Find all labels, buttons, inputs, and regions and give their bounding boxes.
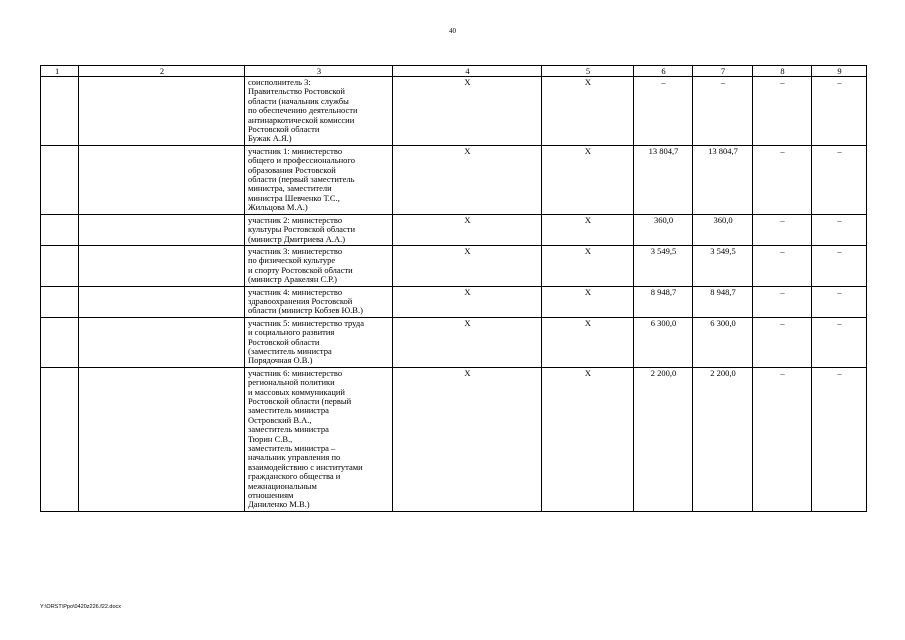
cell-col-1 [41, 145, 79, 214]
cell-value: Х [464, 77, 471, 87]
cell-col-7 [693, 286, 753, 317]
header-col-8: 8 [753, 66, 812, 77]
cell-value: 13 804,7 [648, 145, 679, 156]
header-col-7: 7 [693, 66, 753, 77]
cell-col-8 [753, 367, 812, 511]
cell-value: 6 300,0 [710, 317, 736, 328]
executor-text: соисполнитель 3: Правительство Ростовской области (начальник службы по обеспечению деятельности антинаркотической комиссии Ростовской области Бужак А.Я.) [248, 77, 358, 144]
cell-value: Х [464, 317, 471, 328]
cell-col-6 [634, 145, 693, 214]
file-path-footer: Y:\ORST\Ppo\0420z226.f22.docx [40, 604, 122, 610]
cell-col-6 [634, 317, 693, 367]
cell-col-9 [812, 214, 867, 245]
cell-col-9 [812, 317, 867, 367]
header-col-6: 6 [634, 66, 693, 77]
cell-value: – [837, 214, 842, 225]
cell-col-2 [79, 77, 245, 146]
cell-value: 13 804,7 [708, 145, 738, 156]
cell-value: – [780, 214, 785, 225]
cell-col-9 [812, 286, 867, 317]
cell-col-1 [41, 367, 79, 511]
cell-col-8 [753, 214, 812, 245]
cell-value: – [780, 286, 785, 297]
cell-col-2 [79, 145, 245, 214]
executor-text: участник 2: министерство культуры Ростовской области (министр Дмитриева А.А.) [248, 214, 355, 244]
header-col-9: 9 [812, 66, 867, 77]
cell-col-7 [693, 245, 753, 286]
executor-text: участник 3: министерство по физической культуре и спорту Ростовской области (министр Аракелян С.Р.) [248, 245, 353, 285]
cell-col-5 [542, 77, 634, 146]
cell-value: Х [584, 367, 592, 378]
executor-cell [245, 77, 393, 146]
cell-col-6 [634, 367, 693, 511]
cell-col-1 [41, 245, 79, 286]
cell-value: 360,0 [713, 214, 733, 225]
cell-value: – [780, 245, 785, 256]
cell-value: 2 200,0 [710, 367, 736, 378]
cell-col-8 [753, 317, 812, 367]
cell-col-4 [393, 317, 542, 367]
executor-cell [245, 317, 393, 367]
cell-value: – [780, 145, 785, 156]
cell-value: Х [584, 77, 592, 87]
cell-col-6 [634, 286, 693, 317]
cell-col-1 [41, 317, 79, 367]
cell-col-4 [393, 367, 542, 511]
table-row [41, 286, 867, 317]
cell-value: 3 549,5 [650, 245, 677, 256]
cell-col-1 [41, 214, 79, 245]
cell-col-4 [393, 77, 542, 146]
cell-value: – [837, 77, 842, 87]
cell-value: – [720, 77, 726, 87]
cell-value: – [780, 77, 785, 87]
cell-value: – [837, 286, 842, 297]
cell-col-6 [634, 245, 693, 286]
cell-value: 8 948,7 [650, 286, 677, 297]
program-table [40, 65, 867, 512]
executor-text: участник 4: министерство здравоохранения Ростовской области (министр Кобзев Ю.В.) [248, 286, 363, 316]
cell-col-7 [693, 145, 753, 214]
cell-value: – [837, 367, 842, 378]
executor-cell [245, 367, 393, 511]
table-row [41, 245, 867, 286]
table-row [41, 214, 867, 245]
cell-col-7 [693, 317, 753, 367]
cell-value: Х [464, 367, 471, 378]
table-row [41, 77, 867, 146]
table-row [41, 367, 867, 511]
cell-value: – [661, 77, 666, 87]
executor-text: участник 6: министерство региональной политики и массовых коммуникаций Ростовской области (первый заместитель министра Островский В.А., заместитель министра Тюрин С.В., заместитель министра – начальник управления по взаимодействию с институтами гражданского общества и межнациональным отношениям Даниленко М.В.) [248, 367, 363, 510]
cell-value: 2 200,0 [650, 367, 677, 378]
cell-col-8 [753, 286, 812, 317]
cell-value: – [780, 317, 785, 328]
header-col-1: 1 [41, 66, 79, 77]
cell-col-6 [634, 77, 693, 146]
header-col-5: 5 [542, 66, 634, 77]
cell-value: Х [464, 286, 471, 297]
cell-col-8 [753, 145, 812, 214]
cell-value: – [837, 245, 842, 256]
cell-col-9 [812, 245, 867, 286]
cell-col-6 [634, 214, 693, 245]
cell-value: Х [464, 214, 471, 225]
cell-col-9 [812, 367, 867, 511]
cell-col-1 [41, 77, 79, 146]
cell-col-4 [393, 286, 542, 317]
cell-col-8 [753, 245, 812, 286]
cell-col-7 [693, 367, 753, 511]
header-col-3: 3 [245, 66, 393, 77]
cell-value: Х [584, 214, 592, 225]
cell-value: 8 948,7 [710, 286, 736, 297]
cell-col-5 [542, 245, 634, 286]
cell-col-2 [79, 286, 245, 317]
cell-value: Х [464, 145, 471, 156]
cell-col-7 [693, 77, 753, 146]
header-col-2: 2 [79, 66, 245, 77]
cell-col-1 [41, 286, 79, 317]
cell-value: Х [584, 245, 592, 256]
header-row [41, 66, 867, 77]
cell-col-2 [79, 214, 245, 245]
cell-value: Х [584, 286, 592, 297]
table-row [41, 145, 867, 214]
executor-text: участник 1: министерство общего и профессионального образования Ростовской области (первый заместитель министра, заместители министра Шевченко Т.С., Жильцова М.А.) [248, 145, 355, 213]
cell-col-9 [812, 145, 867, 214]
executor-cell [245, 214, 393, 245]
executor-text: участник 5: министерство труда и социального развития Ростовской области (заместитель министра Порядочная О.В.) [248, 317, 364, 366]
cell-value: Х [464, 245, 471, 256]
executor-cell [245, 145, 393, 214]
cell-value: 3 549,5 [710, 245, 736, 256]
header-col-4: 4 [393, 66, 542, 77]
cell-col-5 [542, 286, 634, 317]
cell-col-4 [393, 245, 542, 286]
cell-col-5 [542, 214, 634, 245]
cell-col-5 [542, 367, 634, 511]
cell-value: 6 300,0 [650, 317, 677, 328]
cell-col-9 [812, 77, 867, 146]
cell-value: 360,0 [653, 214, 674, 225]
cell-value: Х [584, 145, 592, 156]
executor-cell [245, 245, 393, 286]
table-row [41, 317, 867, 367]
cell-col-2 [79, 367, 245, 511]
cell-value: Х [584, 317, 592, 328]
cell-col-4 [393, 214, 542, 245]
cell-col-8 [753, 77, 812, 146]
executor-cell [245, 286, 393, 317]
cell-col-5 [542, 145, 634, 214]
cell-value: – [837, 145, 842, 156]
cell-col-5 [542, 317, 634, 367]
cell-col-4 [393, 145, 542, 214]
page-number: 40 [449, 27, 456, 35]
cell-value: – [837, 317, 842, 328]
cell-col-2 [79, 245, 245, 286]
cell-col-2 [79, 317, 245, 367]
cell-value: – [780, 367, 785, 378]
cell-col-7 [693, 214, 753, 245]
